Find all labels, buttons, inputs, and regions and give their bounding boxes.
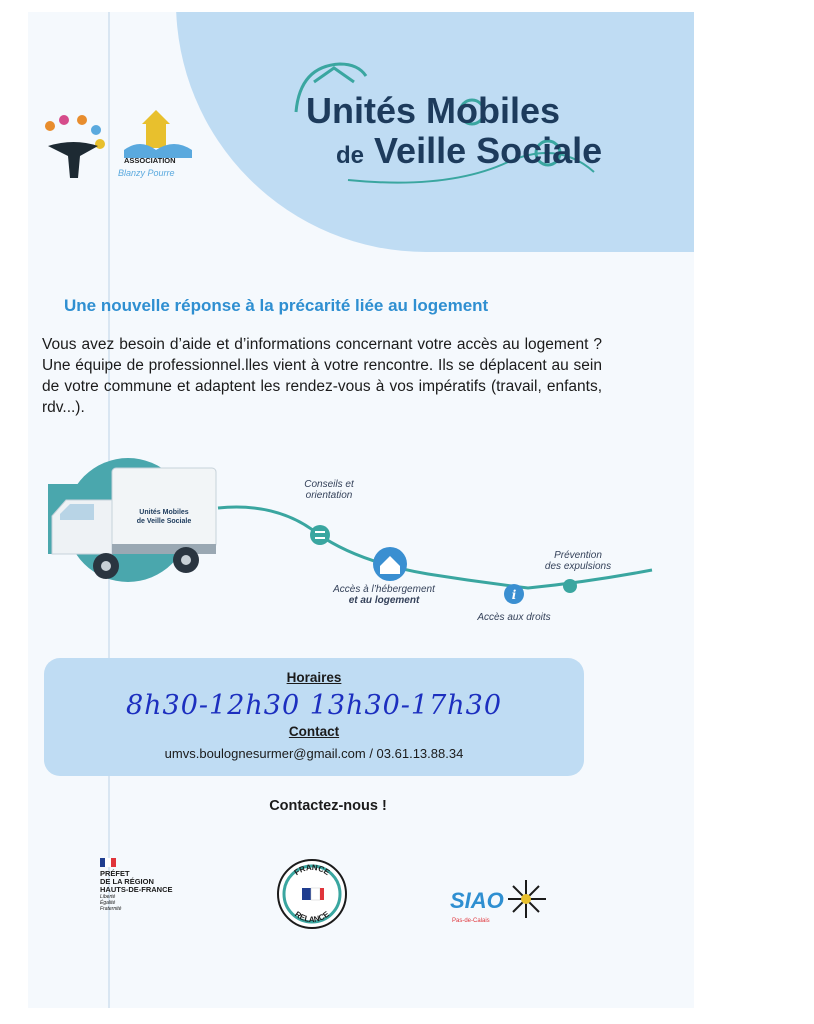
siao-sub: Pas-de-Calais — [452, 918, 490, 924]
contact-label: Contact — [288, 724, 340, 739]
siao-logo — [446, 868, 556, 930]
hours-label: Horaires — [286, 670, 342, 685]
journey-path — [218, 507, 652, 588]
flag-red — [320, 888, 324, 900]
info-box — [44, 658, 584, 776]
step-droits: Accès aux droits — [477, 612, 551, 623]
truck-label-line2: de Veille Sociale — [136, 518, 192, 525]
title-prefix: de — [336, 142, 365, 169]
info-glyph: i — [511, 588, 517, 602]
flyer-page — [28, 12, 694, 1008]
advice-icon — [310, 525, 330, 545]
contact-line: umvs.boulognesurmer@gmail.com / 03.61.13.88.34 — [164, 746, 464, 761]
title-suffix: Veille Sociale — [374, 130, 603, 171]
title-line-1: Unités Mobiles — [306, 90, 561, 131]
truck-chassis — [112, 544, 216, 554]
step-conseils: Conseils et orientation — [304, 479, 354, 501]
tree-logo-icon — [48, 142, 98, 178]
dot-icon — [59, 115, 69, 125]
hub-icon — [101, 561, 111, 571]
relance-bottom-text: RELANCE — [293, 909, 331, 925]
step-hebergement: Accès à l’hébergement et au logement — [333, 584, 435, 606]
relance-top-text: FRANCE — [292, 862, 332, 878]
title-line-2 — [336, 130, 602, 172]
house-body-icon — [146, 124, 166, 148]
prevention-icon — [563, 579, 577, 593]
association-sub: Blanzy Pourre — [118, 168, 175, 178]
hours-handwritten: 8h30-12h30 13h30-17h30 — [125, 690, 503, 721]
step-prevention: Prévention des expulsions — [544, 550, 612, 572]
flag-blue — [302, 888, 311, 900]
france-relance-logo — [276, 858, 348, 930]
dot-icon — [95, 139, 105, 149]
association-name: ASSOCIATION — [124, 156, 176, 165]
headline: Une nouvelle réponse à la précarité liée au logement — [64, 296, 489, 315]
truck-cargo-box — [112, 468, 216, 548]
cta-text: Contactez-nous ! — [269, 798, 387, 814]
flag-white — [311, 888, 320, 900]
siao-name: SIAO — [450, 888, 504, 913]
hub-icon — [181, 555, 191, 565]
compass-center — [521, 894, 531, 904]
dot-icon — [77, 115, 87, 125]
dot-icon — [91, 125, 101, 135]
french-flag-icon — [100, 858, 116, 867]
truck-label-line1: Unités Mobiles — [139, 509, 189, 516]
prefet-logo: PRÉFET DE LA RÉGION HAUTS-DE-FRANCE Liberté Égalité Fraternité — [100, 858, 220, 912]
intro-paragraph: Vous avez besoin d’aide et d’informations concernant votre accès au logement ? Une équipe de professionnel.lles vient à votre rencontre. Ils se déplacent au sein de votre commune et adaptent les rendez-vous à vos impératifs (travail, enfants, rdv...). — [42, 336, 602, 416]
dot-icon — [45, 121, 55, 131]
house-logo-icon — [142, 110, 170, 124]
